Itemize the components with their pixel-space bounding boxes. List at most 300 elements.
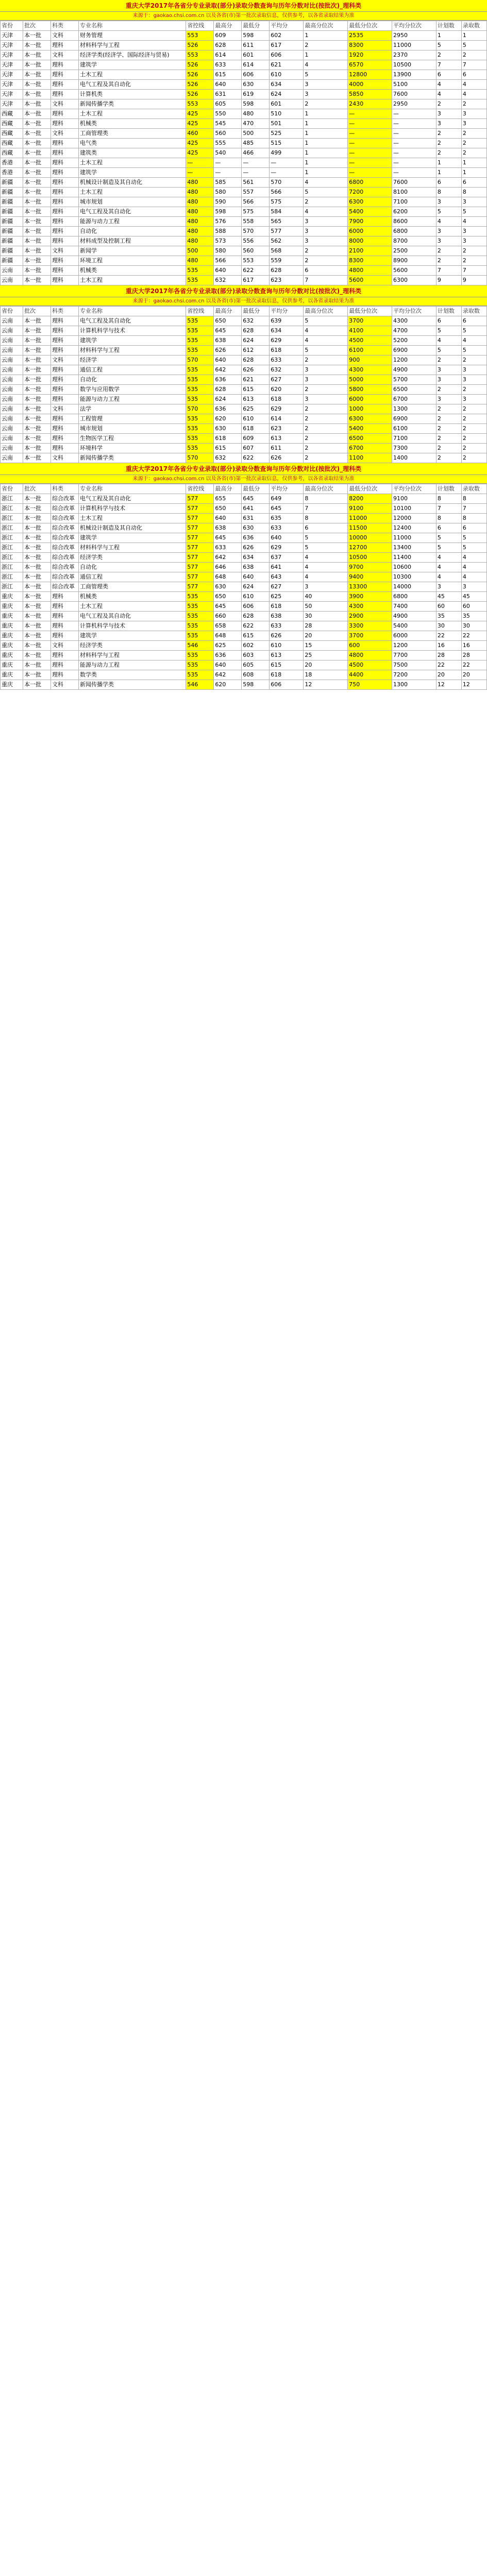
table-cell: 理科 <box>51 148 79 158</box>
table-cell: 2 <box>461 139 486 148</box>
table-cell: 综合改革 <box>51 543 79 553</box>
table-cell: 本一批 <box>23 651 51 660</box>
table-cell: 1 <box>304 109 348 119</box>
table-cell: — <box>392 109 436 119</box>
column-header: 专业名称 <box>79 484 186 494</box>
table-cell: 566 <box>242 197 270 207</box>
table-cell: 新疆 <box>1 236 23 246</box>
table-cell: 5 <box>461 346 486 355</box>
table-cell: 22 <box>461 631 486 641</box>
table-cell: 4 <box>461 553 486 563</box>
table-cell: 6500 <box>392 385 436 395</box>
table-cell: 636 <box>214 375 242 385</box>
table-cell: 4 <box>436 80 461 90</box>
table-cell: 588 <box>214 227 242 236</box>
table-cell: 理科 <box>51 631 79 641</box>
table-cell: 4000 <box>348 80 392 90</box>
table-cell: 1 <box>461 158 486 168</box>
table-cell: 641 <box>270 563 304 572</box>
table-cell: 文科 <box>51 129 79 139</box>
table-cell: 570 <box>186 404 214 414</box>
table-cell: 1000 <box>348 404 392 414</box>
table-cell: 630 <box>214 424 242 434</box>
table-cell: 5 <box>304 543 348 553</box>
table-cell: 本一批 <box>23 31 51 41</box>
table-cell: 8300 <box>348 41 392 50</box>
table-cell: 60 <box>461 602 486 612</box>
table-cell: 535 <box>186 592 214 602</box>
table-cell: 5 <box>461 533 486 543</box>
table-cell: 650 <box>214 592 242 602</box>
table-cell: 6 <box>461 178 486 188</box>
table-cell: — <box>348 168 392 178</box>
table-cell: 本一批 <box>23 109 51 119</box>
table-cell: 5400 <box>348 424 392 434</box>
table-row <box>1 197 487 207</box>
column-header: 最低分位次 <box>348 307 392 316</box>
table-cell: 7200 <box>392 670 436 680</box>
table-cell: 电气工程及其自动化 <box>79 207 186 217</box>
table-cell: 8300 <box>348 256 392 266</box>
table-cell: 电气工程及其自动化 <box>79 80 186 90</box>
table-cell: 5 <box>304 533 348 543</box>
table-cell: 535 <box>186 621 214 631</box>
table-row <box>1 572 487 582</box>
table-cell: 480 <box>186 236 214 246</box>
table-cell: 613 <box>270 434 304 444</box>
table-cell: 2 <box>461 50 486 60</box>
table-cell: 理科 <box>51 592 79 602</box>
table-cell: 2 <box>461 355 486 365</box>
table-row <box>1 563 487 572</box>
table-cell: 10500 <box>348 553 392 563</box>
table-cell: 土木工程 <box>79 70 186 80</box>
table-row <box>1 641 487 651</box>
table-cell: 9 <box>461 276 486 285</box>
table-cell: 本一批 <box>23 533 51 543</box>
table-cell: 642 <box>214 670 242 680</box>
table-cell: 622 <box>242 453 270 463</box>
table-cell: 6700 <box>392 395 436 404</box>
table-cell: 新疆 <box>1 256 23 266</box>
column-header: 专业名称 <box>79 307 186 316</box>
table-cell: 584 <box>270 207 304 217</box>
table-cell: — <box>348 129 392 139</box>
table-cell: 本一批 <box>23 414 51 424</box>
table-cell: 22 <box>436 631 461 641</box>
table-cell: 642 <box>214 365 242 375</box>
table-cell: 重庆 <box>1 651 23 660</box>
table-cell: 535 <box>186 326 214 336</box>
table-cell: 本一批 <box>23 207 51 217</box>
table-cell: 6 <box>304 523 348 533</box>
table-cell: 2 <box>461 404 486 414</box>
table-cell: 633 <box>214 543 242 553</box>
table-cell: 2 <box>436 414 461 424</box>
column-header: 最高分位次 <box>304 307 348 316</box>
table-cell: — <box>348 109 392 119</box>
column-header: 最高分 <box>214 307 242 316</box>
table-cell: 理科 <box>51 139 79 148</box>
table-cell: 1200 <box>392 641 436 651</box>
table-cell: 本一批 <box>23 188 51 197</box>
table-row <box>1 592 487 602</box>
table-cell: 重庆 <box>1 631 23 641</box>
table-cell: 575 <box>270 197 304 207</box>
table-row <box>1 129 487 139</box>
table-cell: 11500 <box>348 523 392 533</box>
table-row <box>1 148 487 158</box>
table-row <box>1 266 487 276</box>
table-cell: 理科 <box>51 621 79 631</box>
table-cell: 9700 <box>348 563 392 572</box>
table-cell: 自动化 <box>79 375 186 385</box>
table-cell: 621 <box>242 375 270 385</box>
table-cell: 浙江 <box>1 553 23 563</box>
table-cell: 6100 <box>392 424 436 434</box>
table-cell: 机械类 <box>79 266 186 276</box>
table-cell: 598 <box>214 207 242 217</box>
table-cell: 625 <box>242 404 270 414</box>
table-cell: 20 <box>436 670 461 680</box>
table-cell: 本一批 <box>23 336 51 346</box>
table-cell: 8000 <box>348 236 392 246</box>
score-table <box>0 484 487 690</box>
table-cell: 本一批 <box>23 582 51 592</box>
table-cell: 499 <box>270 148 304 158</box>
table-cell: 理科 <box>51 256 79 266</box>
table-cell: 546 <box>186 641 214 651</box>
score-table <box>0 306 487 463</box>
column-header: 最高分位次 <box>304 484 348 494</box>
table-cell: 2 <box>461 385 486 395</box>
table-cell: 646 <box>214 563 242 572</box>
table-cell: 638 <box>242 563 270 572</box>
table-cell: 3 <box>436 395 461 404</box>
table-cell: 本一批 <box>23 355 51 365</box>
table-cell: 466 <box>242 148 270 158</box>
table-cell: 577 <box>186 563 214 572</box>
table-cell: 1 <box>304 158 348 168</box>
table-cell: 本一批 <box>23 316 51 326</box>
table-cell: 环境工程 <box>79 256 186 266</box>
table-cell: 561 <box>242 178 270 188</box>
table-cell: 土木工程 <box>79 276 186 285</box>
table-cell: 城市规划 <box>79 424 186 434</box>
table-cell: 4 <box>436 553 461 563</box>
table-cell: 电气工程及其自动化 <box>79 612 186 621</box>
table-cell: 535 <box>186 375 214 385</box>
table-cell: 526 <box>186 90 214 99</box>
table-row <box>1 90 487 99</box>
table-cell: 2900 <box>348 612 392 621</box>
table-cell: 3 <box>304 217 348 227</box>
table-cell: 650 <box>214 504 242 514</box>
table-cell: 电气工程及其自动化 <box>79 494 186 504</box>
table-cell: 本一批 <box>23 41 51 50</box>
table-cell: 1 <box>304 148 348 158</box>
table-cell: 建筑类 <box>79 148 186 158</box>
table-cell: 财务管理 <box>79 31 186 41</box>
table-cell: — <box>392 158 436 168</box>
table-cell: 632 <box>242 316 270 326</box>
table-cell: 土木工程 <box>79 158 186 168</box>
table-cell: 624 <box>242 336 270 346</box>
table-cell: — <box>186 158 214 168</box>
table-cell: 计算机科学与技术 <box>79 621 186 631</box>
table-cell: 626 <box>270 453 304 463</box>
table-cell: 6800 <box>392 592 436 602</box>
table-row <box>1 168 487 178</box>
table-cell: 2 <box>436 385 461 395</box>
table-cell: 623 <box>270 424 304 434</box>
table-cell: 620 <box>214 680 242 690</box>
table-cell: 627 <box>270 375 304 385</box>
table-cell: 本一批 <box>23 217 51 227</box>
table-cell: 自动化 <box>79 563 186 572</box>
table-cell: 5700 <box>392 375 436 385</box>
table-cell: 45 <box>461 592 486 602</box>
table-cell: 3 <box>304 365 348 375</box>
table-cell: 7 <box>436 266 461 276</box>
table-cell: 6300 <box>348 197 392 207</box>
column-header: 平均分 <box>270 307 304 316</box>
table-cell: 理科 <box>51 109 79 119</box>
table-cell: 11000 <box>392 41 436 50</box>
table-cell: 天津 <box>1 50 23 60</box>
table-cell: — <box>392 139 436 148</box>
table-cell: 2 <box>436 404 461 414</box>
table-cell: 本一批 <box>23 90 51 99</box>
table-cell: 理科 <box>51 670 79 680</box>
table-cell: 611 <box>242 41 270 50</box>
table-cell: 610 <box>270 70 304 80</box>
table-cell: 535 <box>186 612 214 621</box>
table-cell: 3 <box>304 236 348 246</box>
table-cell: — <box>242 158 270 168</box>
table-cell: 7900 <box>348 217 392 227</box>
table-cell: 535 <box>186 414 214 424</box>
table-cell: 645 <box>214 602 242 612</box>
table-cell: 2 <box>436 99 461 109</box>
table-cell: 8200 <box>348 494 392 504</box>
table-cell: 7 <box>461 60 486 70</box>
table-cell: 6800 <box>348 178 392 188</box>
table-cell: 1920 <box>348 50 392 60</box>
table-row <box>1 504 487 514</box>
table-cell: 云南 <box>1 444 23 453</box>
table-cell: 15 <box>304 641 348 651</box>
table-cell: 本一批 <box>23 453 51 463</box>
table-cell: 645 <box>214 533 242 543</box>
table-cell: 3 <box>304 227 348 236</box>
table-cell: 6100 <box>348 346 392 355</box>
table-cell: 浙江 <box>1 523 23 533</box>
table-cell: 35 <box>461 612 486 621</box>
table-row <box>1 621 487 631</box>
table-cell: 6 <box>461 316 486 326</box>
table-cell: 535 <box>186 395 214 404</box>
table-cell: 理科 <box>51 316 79 326</box>
table-cell: 5 <box>436 326 461 336</box>
table-cell: 重庆 <box>1 621 23 631</box>
table-cell: 理科 <box>51 70 79 80</box>
table-cell: 2 <box>304 404 348 414</box>
table-cell: 553 <box>242 256 270 266</box>
table-cell: 525 <box>270 129 304 139</box>
table-cell: 法学 <box>79 404 186 414</box>
table-cell: 50 <box>304 602 348 612</box>
table-cell: 本一批 <box>23 99 51 109</box>
table-cell: — <box>242 168 270 178</box>
table-cell: 本一批 <box>23 434 51 444</box>
table-cell: 5 <box>436 346 461 355</box>
table-cell: 8 <box>461 188 486 197</box>
table-cell: 8 <box>436 514 461 523</box>
table-cell: 云南 <box>1 316 23 326</box>
table-cell: 通信工程 <box>79 365 186 375</box>
table-cell: 621 <box>270 60 304 70</box>
column-header: 批次 <box>23 307 51 316</box>
table-cell: 本一批 <box>23 660 51 670</box>
table-row <box>1 217 487 227</box>
table-cell: 本一批 <box>23 514 51 523</box>
sheet-title: 重庆大学2017年各省分专业录取(部分)录取分数查询与历年分数对比(按批次)_理科类 <box>0 0 487 12</box>
table-cell: 12 <box>461 680 486 690</box>
table-cell: 22 <box>461 660 486 670</box>
table-cell: 1300 <box>392 680 436 690</box>
table-cell: 7 <box>461 504 486 514</box>
table-cell: 6 <box>304 266 348 276</box>
table-cell: 天津 <box>1 70 23 80</box>
table-cell: 2 <box>461 414 486 424</box>
table-cell: 材料成型及控制工程 <box>79 236 186 246</box>
table-cell: 620 <box>270 385 304 395</box>
table-row <box>1 50 487 60</box>
table-cell: 12700 <box>348 543 392 553</box>
table-cell: 645 <box>214 326 242 336</box>
column-header: 平均分 <box>270 484 304 494</box>
table-cell: 理科 <box>51 385 79 395</box>
table-cell: 本一批 <box>23 592 51 602</box>
table-cell: 本一批 <box>23 148 51 158</box>
column-header: 录取数 <box>461 484 486 494</box>
table-cell: 2 <box>436 424 461 434</box>
table-cell: 理科 <box>51 236 79 246</box>
table-cell: 本一批 <box>23 444 51 453</box>
table-cell: 12800 <box>348 70 392 80</box>
table-cell: 天津 <box>1 99 23 109</box>
table-cell: 理科 <box>51 365 79 375</box>
table-cell: 本一批 <box>23 543 51 553</box>
table-cell: 558 <box>242 217 270 227</box>
table-cell: 土木工程 <box>79 602 186 612</box>
table-cell: 本一批 <box>23 504 51 514</box>
column-header: 计划数 <box>436 484 461 494</box>
table-cell: 606 <box>242 602 270 612</box>
table-cell: 2 <box>304 256 348 266</box>
table-cell: 535 <box>186 631 214 641</box>
table-row <box>1 246 487 256</box>
table-cell: 40 <box>304 592 348 602</box>
table-cell: 570 <box>242 227 270 236</box>
table-cell: — <box>348 158 392 168</box>
table-cell: 11000 <box>392 533 436 543</box>
table-cell: 2 <box>304 434 348 444</box>
table-cell: 645 <box>270 504 304 514</box>
table-cell: 8900 <box>392 256 436 266</box>
table-cell: 浙江 <box>1 582 23 592</box>
table-cell: 理科 <box>51 326 79 336</box>
table-cell: 综合改革 <box>51 494 79 504</box>
sheet-subtitle: 来源于：gaokao.chsi.com.cn 以及各省(市)第一批次录取信息，仅供参考，以各省录取结果为准 <box>0 297 487 306</box>
table-cell: 理科 <box>51 336 79 346</box>
table-cell: 建筑学 <box>79 168 186 178</box>
table-cell: 本一批 <box>23 670 51 680</box>
table-cell: 1 <box>304 129 348 139</box>
table-cell: 电气工程及其自动化 <box>79 316 186 326</box>
table-cell: 3 <box>436 119 461 129</box>
table-cell: 4 <box>304 326 348 336</box>
table-cell: 理科 <box>51 414 79 424</box>
table-row <box>1 178 487 188</box>
table-cell: 660 <box>214 612 242 621</box>
table-cell: 1200 <box>392 355 436 365</box>
table-cell: 1 <box>304 168 348 178</box>
column-header: 最低分 <box>242 21 270 31</box>
table-cell: 9100 <box>348 504 392 514</box>
table-cell: 6800 <box>392 227 436 236</box>
table-cell: 577 <box>186 572 214 582</box>
table-cell: 7700 <box>392 651 436 660</box>
table-cell: 10500 <box>392 60 436 70</box>
table-cell: 2950 <box>392 99 436 109</box>
table-cell: 630 <box>242 523 270 533</box>
table-row <box>1 119 487 129</box>
table-cell: 重庆 <box>1 592 23 602</box>
table-cell: 天津 <box>1 90 23 99</box>
table-row <box>1 533 487 543</box>
table-cell: 5 <box>436 207 461 217</box>
table-cell: 2370 <box>392 50 436 60</box>
table-cell: 535 <box>186 651 214 660</box>
table-cell: 天津 <box>1 31 23 41</box>
table-cell: 计算机类 <box>79 90 186 99</box>
table-cell: 3700 <box>348 316 392 326</box>
table-cell: 5 <box>304 316 348 326</box>
table-cell: 理科 <box>51 276 79 285</box>
table-row <box>1 660 487 670</box>
table-cell: 建筑学 <box>79 631 186 641</box>
table-row <box>1 414 487 424</box>
table-cell: 598 <box>242 31 270 41</box>
table-cell: — <box>392 119 436 129</box>
table-cell: 636 <box>214 651 242 660</box>
table-cell: 本一批 <box>23 385 51 395</box>
table-cell: 610 <box>242 592 270 602</box>
table-cell: 603 <box>242 651 270 660</box>
table-cell: 理科 <box>51 217 79 227</box>
table-cell: 628 <box>242 355 270 365</box>
table-cell: 本一批 <box>23 129 51 139</box>
table-cell: 500 <box>242 129 270 139</box>
table-cell: 7300 <box>392 444 436 453</box>
table-row <box>1 494 487 504</box>
table-cell: 6 <box>436 523 461 533</box>
table-cell: 577 <box>186 523 214 533</box>
column-header: 录取数 <box>461 307 486 316</box>
table-cell: 天津 <box>1 41 23 50</box>
